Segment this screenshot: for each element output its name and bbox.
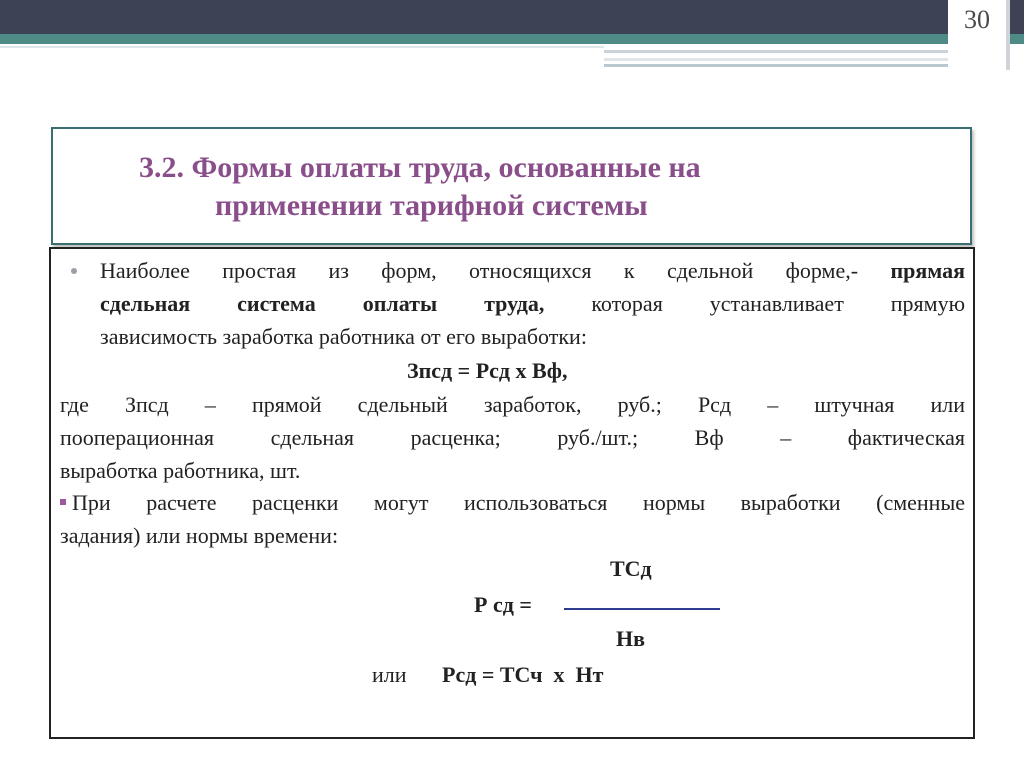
paragraph-1-line-2 bbox=[100, 287, 965, 320]
bullet-icon bbox=[71, 268, 77, 274]
decor-stripe bbox=[604, 50, 948, 53]
formula-direct-piece: Зпсд = Рсд х Вф, bbox=[407, 358, 568, 383]
title-box bbox=[51, 127, 972, 245]
decor-stripe bbox=[604, 64, 948, 67]
top-decor-bar bbox=[0, 0, 1024, 34]
text-bold: прямая bbox=[890, 258, 965, 283]
paragraph-1-line-3: зависимость заработка работника от его выработки: bbox=[100, 324, 587, 349]
where-line-3: выработка работника, шт. bbox=[60, 458, 301, 483]
where-line-1: где Зпсд – прямой сдельный заработок, руб.; Рсд – штучная или bbox=[60, 392, 965, 417]
title-line-2: применении тарифной системы bbox=[215, 189, 648, 222]
text-bold: сдельная система оплаты труда, bbox=[100, 291, 545, 316]
text-span: Наиболее простая из форм, относящихся к сдельной форме,- bbox=[100, 258, 859, 283]
where-line-2: пооперационная сдельная расценка; руб./шт.; Вф – фактическая bbox=[60, 425, 965, 450]
fraction-lhs: Р сд = bbox=[474, 592, 532, 617]
fraction-numerator: ТСд bbox=[610, 556, 652, 581]
alt-prefix: или bbox=[372, 662, 407, 687]
fraction-denominator: Нв bbox=[616, 626, 645, 651]
decor-stripe bbox=[604, 58, 948, 61]
slide-number: 30 bbox=[964, 5, 990, 34]
paragraph-1-line-1 bbox=[100, 254, 965, 287]
paragraph-2-line-1 bbox=[60, 486, 965, 519]
text-span: При расчете расценки могут использоваться нормы выработки (сменные bbox=[72, 490, 965, 515]
text-span: которая устанавливает прямую bbox=[591, 291, 966, 316]
top-accent-bar bbox=[0, 34, 1024, 44]
fraction-bar bbox=[564, 608, 720, 610]
slide-title bbox=[53, 149, 974, 225]
square-bullet-icon bbox=[60, 499, 66, 505]
decor-stripe bbox=[0, 46, 604, 48]
formula-alternative: Рсд = ТСч х Нт bbox=[442, 662, 604, 687]
title-line-1: 3.2. Формы оплаты труда, основанные на bbox=[139, 151, 701, 184]
paragraph-2-line-2: задания) или нормы времени: bbox=[60, 523, 339, 548]
